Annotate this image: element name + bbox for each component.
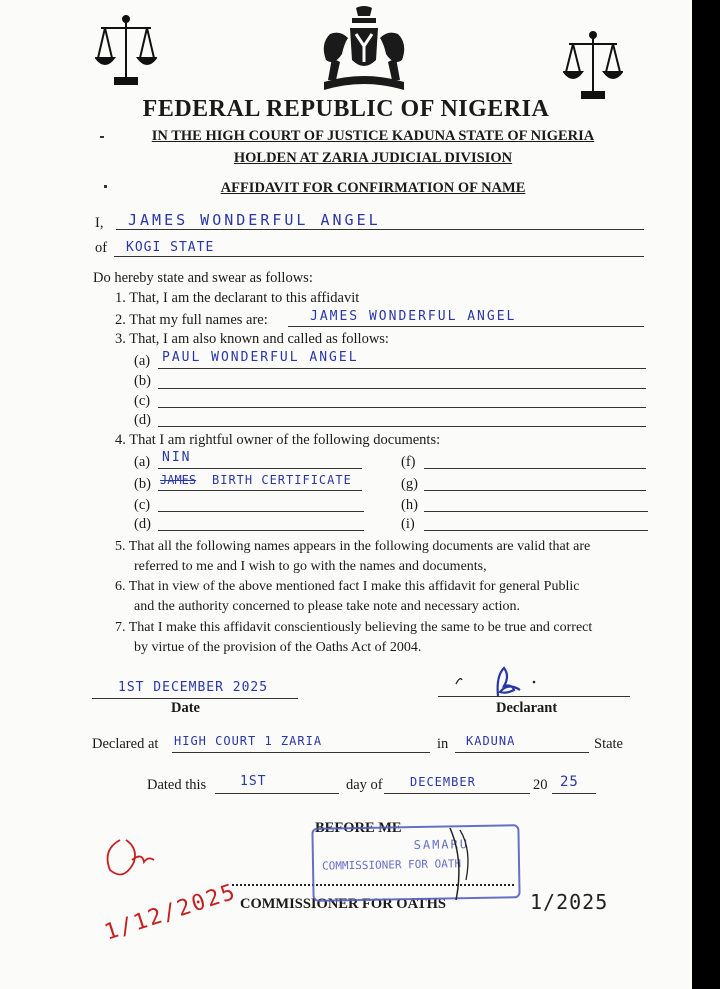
- item-6-line-1: 6. That in view of the above mentioned fact I make this affidavit for general Public: [115, 579, 580, 594]
- date-label: Date: [171, 700, 200, 716]
- scan-speck: [104, 185, 107, 188]
- month-value: DECEMBER: [410, 775, 476, 789]
- alias-line: [158, 368, 646, 369]
- in-label: in: [437, 736, 449, 752]
- day-line: [215, 793, 339, 794]
- doc-c-label: (c): [134, 497, 151, 513]
- doc-line: [158, 468, 362, 469]
- doc-a-label: (a): [134, 454, 151, 470]
- state-line: [455, 752, 589, 753]
- doc-line: [158, 490, 362, 491]
- dated-this-label: Dated this: [147, 777, 207, 793]
- of-label: of: [95, 240, 108, 256]
- date-value: 1ST DECEMBER 2025: [118, 680, 269, 695]
- doc-a-value: NIN: [162, 450, 192, 465]
- declarant-name: JAMES WONDERFUL ANGEL: [128, 211, 381, 229]
- year-line: [552, 793, 596, 794]
- court-heading: IN THE HIGH COURT OF JUSTICE KADUNA STATE OF NIGERIA: [151, 128, 595, 144]
- declarant-origin: KOGI STATE: [126, 240, 215, 255]
- scan-speck: [100, 136, 104, 138]
- date-line: [92, 698, 298, 699]
- scales-of-justice-right-icon: [563, 30, 623, 104]
- year-value: 25: [560, 774, 579, 790]
- alias-line: [158, 388, 646, 389]
- item-5-line-1: 5. That all the following names appears in the following documents are valid that are: [115, 539, 591, 554]
- item-2: 2. That my full names are:: [115, 312, 268, 328]
- doc-d-label: (d): [134, 516, 151, 532]
- item-5-line-2: referred to me and I wish to go with the names and documents,: [134, 559, 487, 574]
- declarant-label: Declarant: [496, 700, 558, 716]
- doc-line: [424, 490, 646, 491]
- scales-of-justice-left-icon: [95, 14, 157, 90]
- doc-i-label: (i): [401, 516, 415, 532]
- document-title: AFFIDAVIT FOR CONFIRMATION OF NAME: [220, 180, 526, 196]
- black-handwritten-date: 1/2025: [530, 890, 609, 914]
- alias-a-value: PAUL WONDERFUL ANGEL: [162, 350, 359, 365]
- year-prefix: 20: [533, 777, 548, 793]
- alias-d-label: (d): [134, 412, 151, 428]
- doc-line: [158, 511, 364, 512]
- day-of-label: day of: [346, 777, 383, 793]
- item-1: 1. That, I am the declarant to this affidavit: [115, 290, 360, 306]
- alias-c-label: (c): [134, 393, 151, 409]
- intro-text: Do hereby state and swear as follows:: [93, 270, 313, 286]
- doc-line: [424, 468, 646, 469]
- declared-at-line: [172, 752, 430, 753]
- stamp-line-2: COMMISSIONER FOR OATH: [321, 857, 462, 873]
- red-handwritten-date: 1/12/2025: [101, 879, 240, 946]
- alias-a-label: (a): [134, 353, 151, 369]
- commissioner-title: COMMISSIONER FOR OATHS: [240, 896, 446, 912]
- item-7-line-2: by virtue of the provision of the Oaths Act of 2004.: [134, 640, 422, 655]
- page-title: FEDERAL REPUBLIC OF NIGERIA: [142, 96, 550, 122]
- doc-line: [424, 511, 648, 512]
- before-me-label: BEFORE ME: [315, 820, 402, 836]
- day-value: 1ST: [240, 774, 267, 789]
- division-heading: HOLDEN AT ZARIA JUDICIAL DIVISION: [233, 150, 513, 166]
- nigeria-coat-of-arms-icon: [316, 4, 412, 96]
- full-names-line: [288, 326, 644, 327]
- of-line: [114, 256, 644, 257]
- item-7-line-1: 7. That I make this affidavit conscientiously believing the same to be true and correct: [115, 620, 593, 635]
- doc-g-label: (g): [401, 476, 418, 492]
- state-value: KADUNA: [466, 734, 516, 748]
- doc-line: [158, 530, 364, 531]
- black-signature-icon: [420, 820, 500, 910]
- declared-at-label: Declared at: [92, 736, 159, 752]
- name-line: [116, 229, 644, 230]
- doc-b-struck: JAMES: [160, 473, 197, 487]
- doc-line: [424, 530, 648, 531]
- declared-at-value: HIGH COURT 1 ZARIA: [174, 734, 323, 748]
- i-label: I,: [95, 215, 104, 231]
- alias-line: [158, 426, 646, 427]
- state-label: State: [594, 736, 623, 752]
- alias-b-label: (b): [134, 373, 151, 389]
- doc-b-label: (b): [134, 476, 151, 492]
- doc-b-value: BIRTH CERTIFICATE: [212, 473, 352, 487]
- item-3: 3. That, I am also known and called as follows:: [115, 331, 389, 347]
- item-4: 4. That I am rightful owner of the following documents:: [115, 432, 441, 448]
- doc-f-label: (f): [401, 454, 416, 470]
- full-names-value: JAMES WONDERFUL ANGEL: [310, 309, 517, 324]
- red-signature-icon: [98, 830, 168, 890]
- stamp-line-1: SAMARU: [413, 837, 470, 853]
- month-line: [384, 793, 530, 794]
- doc-h-label: (h): [401, 497, 418, 513]
- alias-line: [158, 407, 646, 408]
- item-6-line-2: and the authority concerned to please take note and necessary action.: [134, 599, 521, 614]
- declarant-line: [438, 696, 630, 697]
